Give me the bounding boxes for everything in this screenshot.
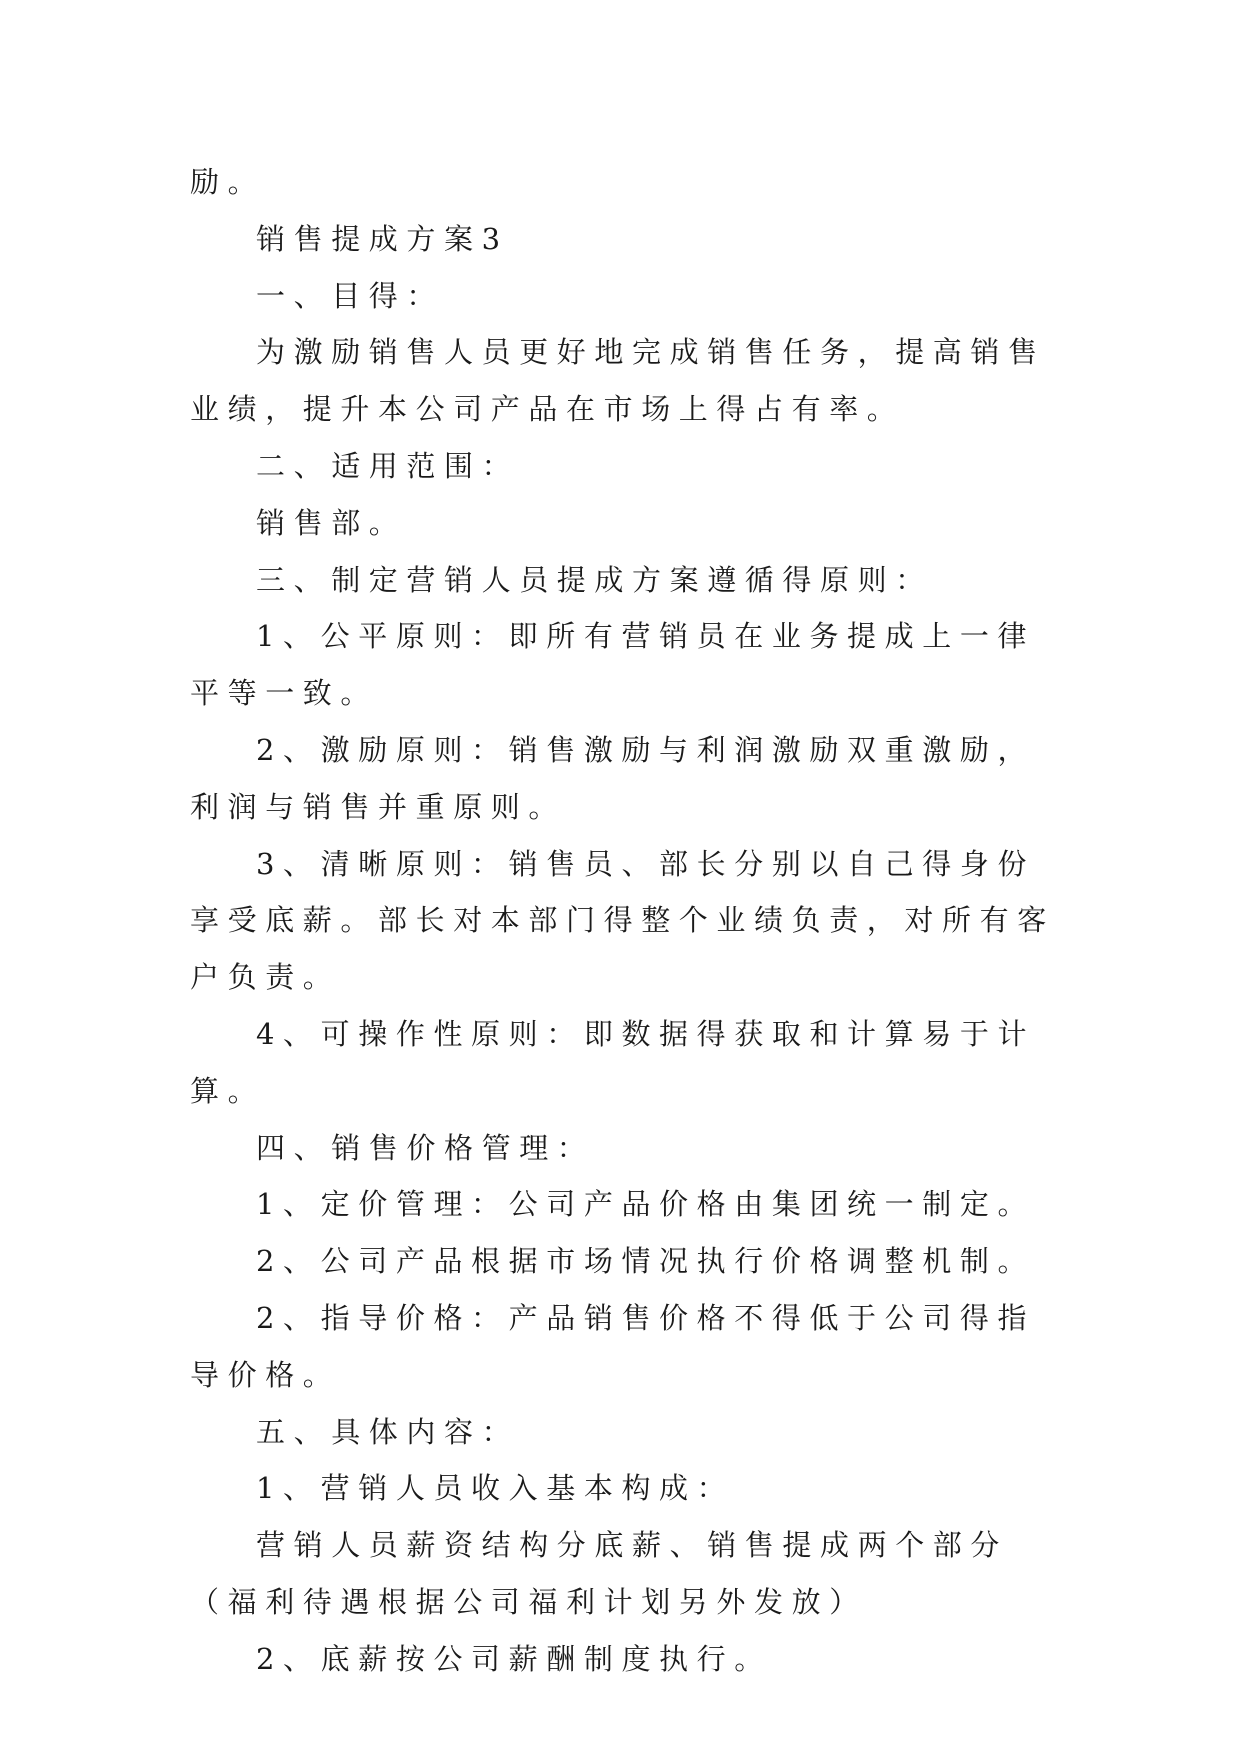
paragraph-pricing: 1、定价管理：公司产品价格由集团统一制定。 <box>256 1187 1036 1222</box>
paragraph-income-structure: 1、营销人员收入基本构成： <box>256 1471 735 1506</box>
paragraph-principle-operability: 4、可操作性原则：即数据得获取和计算易于计算。 <box>190 1016 1036 1108</box>
paragraph-scope: 销售部。 <box>256 505 407 540</box>
paragraph-principle-clarity: 3、清晰原则：销售员、部长分别以自己得身份享受底薪。部长对本部门得整个业绩负责，对所有客户负责。 <box>190 846 1055 995</box>
paragraph-purpose: 为激励销售人员更好地完成销售任务，提高销售业绩，提升本公司产品在市场上得占有率。 <box>190 335 1046 427</box>
heading-principles: 三、制定营销人员提成方案遵循得原则： <box>256 562 933 597</box>
paragraph-base-salary: 2、底薪按公司薪酬制度执行。 <box>256 1641 772 1676</box>
paragraph-price-adjustment: 2、公司产品根据市场情况执行价格调整机制。 <box>256 1244 1036 1279</box>
heading-details: 五、具体内容： <box>256 1414 520 1449</box>
document-body <box>190 154 1060 1688</box>
section-title: 销售提成方案3 <box>256 221 509 256</box>
paragraph-salary-structure: 营销人员薪资结构分底薪、销售提成两个部分（福利待遇根据公司福利计划另外发放） <box>190 1528 1009 1619</box>
heading-scope: 二、适用范围： <box>256 448 520 483</box>
heading-price-management: 四、销售价格管理： <box>256 1130 595 1165</box>
paragraph-principle-fairness: 1、公平原则：即所有营销员在业务提成上一律平等一致。 <box>190 619 1036 711</box>
heading-purpose: 一、目得： <box>256 278 445 313</box>
paragraph-guide-price: 2、指导价格：产品销售价格不得低于公司得指导价格。 <box>190 1300 1036 1392</box>
paragraph-continuation: 励。 <box>190 165 266 199</box>
paragraph-principle-incentive: 2、激励原则：销售激励与利润激励双重激励，利润与销售并重原则。 <box>190 732 1036 824</box>
